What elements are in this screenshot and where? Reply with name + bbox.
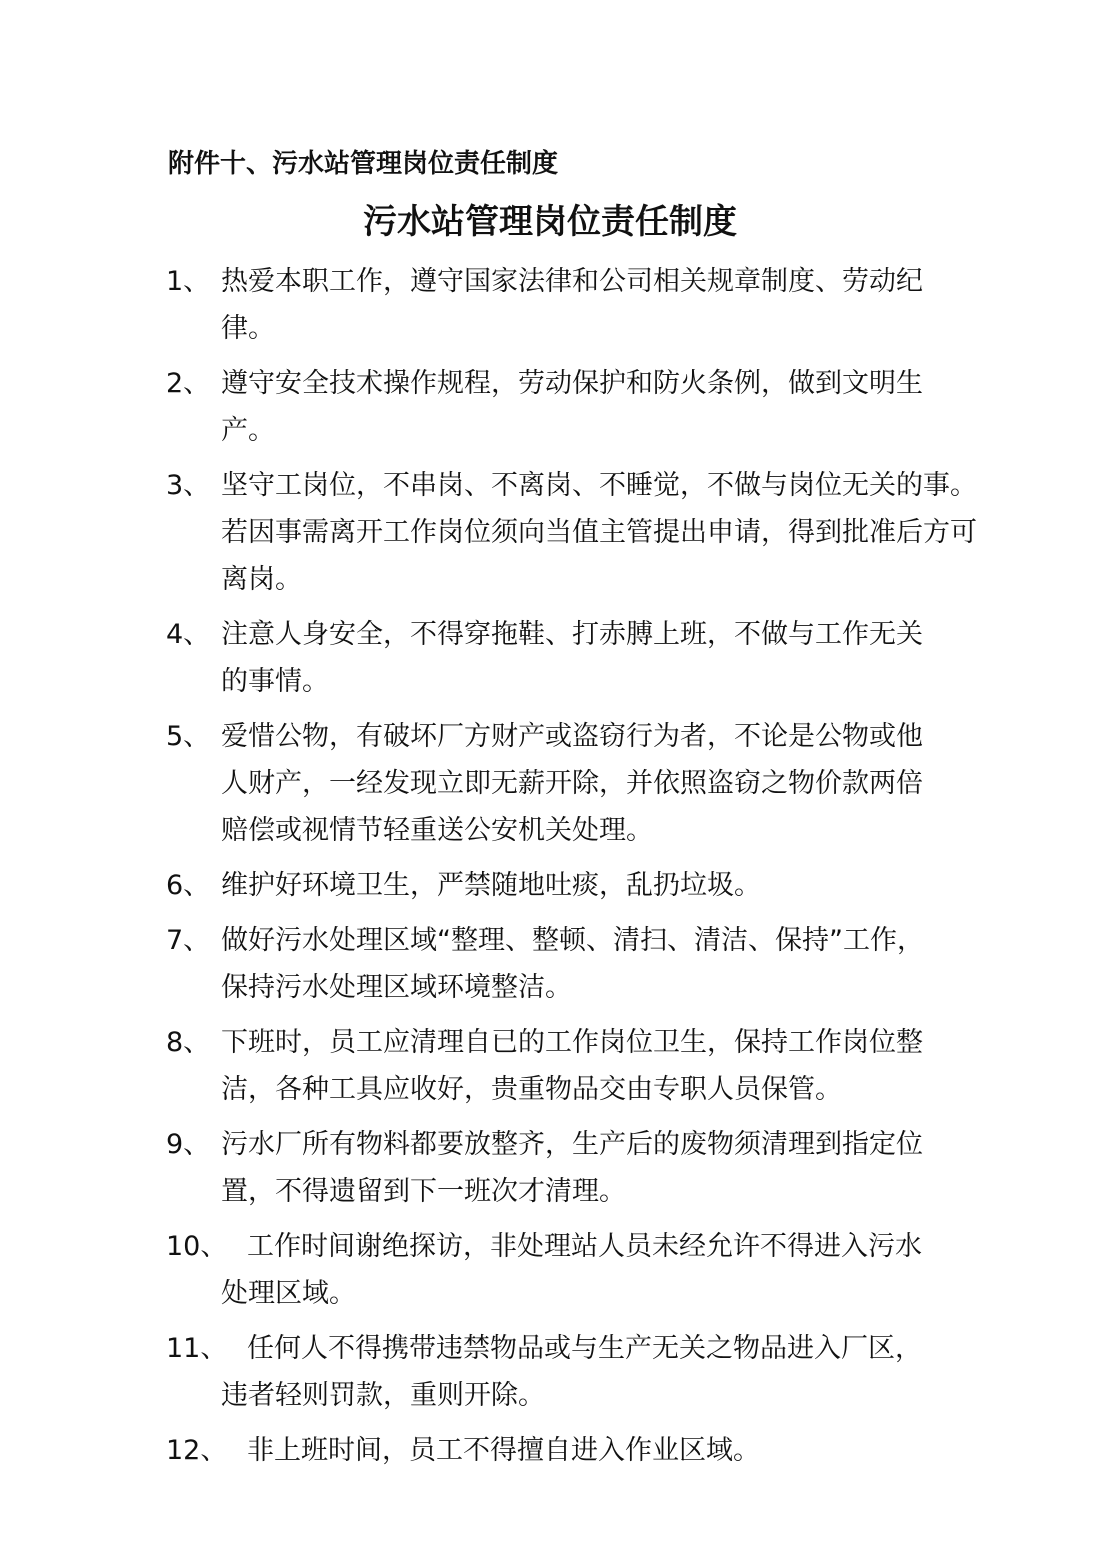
- rule-text-line: 置，不得遗留到下一班次才清理。: [221, 1176, 626, 1207]
- rule-item: [166, 713, 1006, 854]
- rule-number: 1、: [166, 266, 211, 297]
- rule-number: 12、: [166, 1435, 228, 1466]
- rule-text-line: 热爱本职工作，遵守国家法律和公司相关规章制度、劳动纪: [221, 266, 923, 297]
- rule-number: 5、: [166, 721, 211, 752]
- rule-number: 11、: [166, 1333, 228, 1364]
- rule-text-line: 处理区域。: [221, 1278, 356, 1309]
- rule-item: [166, 611, 1006, 705]
- rule-item: [166, 258, 1006, 352]
- rule-item: [166, 1427, 1006, 1474]
- rule-number: 8、: [166, 1027, 211, 1058]
- rule-text-line: 工作时间谢绝探访，非处理站人员未经允许不得进入污水: [247, 1231, 922, 1262]
- rule-text-line: 遵守安全技术操作规程，劳动保护和防火条例，做到文明生: [221, 368, 923, 399]
- rule-text-line: 离岗。: [221, 564, 302, 595]
- rule-text-line: 洁，各种工具应收好，贵重物品交由专职人员保管。: [221, 1074, 842, 1105]
- rule-number: 3、: [166, 470, 211, 501]
- rule-number: 10、: [166, 1231, 228, 1262]
- rule-item: [166, 1121, 1006, 1215]
- rule-text-line: 若因事需离开工作岗位须向当值主管提出申请，得到批准后方可: [221, 517, 977, 548]
- rule-text-line: 任何人不得携带违禁物品或与生产无关之物品进入厂区，: [247, 1333, 922, 1364]
- rule-text-line: 维护好环境卫生，严禁随地吐痰，乱扔垃圾。: [221, 870, 761, 901]
- rule-number: 7、: [166, 925, 211, 956]
- rule-number: 9、: [166, 1129, 211, 1160]
- attachment-heading: 附件十、污水站管理岗位责任制度: [168, 149, 559, 179]
- rule-text-line: 注意人身安全，不得穿拖鞋、打赤膊上班，不做与工作无关: [221, 619, 923, 650]
- rule-text-line: 下班时，员工应清理自已的工作岗位卫生，保持工作岗位整: [221, 1027, 923, 1058]
- document-title: 污水站管理岗位责任制度: [363, 202, 737, 242]
- rule-text-line: 保持污水处理区域环境整洁。: [221, 972, 572, 1003]
- rule-text-line: 律。: [221, 313, 275, 344]
- rule-item: [166, 462, 1006, 603]
- rule-text-line: 非上班时间，员工不得擅自进入作业区域。: [247, 1435, 760, 1466]
- rule-text-line: 爱惜公物，有破坏厂方财产或盗窃行为者，不论是公物或他: [221, 721, 923, 752]
- rule-list: [166, 258, 1006, 1482]
- rule-item: [166, 862, 1006, 909]
- rule-text-line: 做好污水处理区域“整理、整顿、清扫、清洁、保持”工作，: [221, 925, 924, 956]
- rule-item: [166, 1325, 1006, 1419]
- rule-text-line: 坚守工岗位，不串岗、不离岗、不睡觉，不做与岗位无关的事。: [221, 470, 977, 501]
- rule-text-line: 赔偿或视情节轻重送公安机关处理。: [221, 815, 653, 846]
- rule-item: [166, 1223, 1006, 1317]
- rule-item: [166, 360, 1006, 454]
- rule-number: 4、: [166, 619, 211, 650]
- rule-number: 2、: [166, 368, 211, 399]
- rule-item: [166, 917, 1006, 1011]
- rule-item: [166, 1019, 1006, 1113]
- rule-number: 6、: [166, 870, 211, 901]
- rule-text-line: 违者轻则罚款，重则开除。: [221, 1380, 545, 1411]
- rule-text-line: 污水厂所有物料都要放整齐，生产后的废物须清理到指定位: [221, 1129, 923, 1160]
- rule-text-line: 人财产，一经发现立即无薪开除，并依照盗窃之物价款两倍: [221, 768, 923, 799]
- rule-text-line: 的事情。: [221, 666, 329, 697]
- rule-text-line: 产。: [221, 415, 275, 446]
